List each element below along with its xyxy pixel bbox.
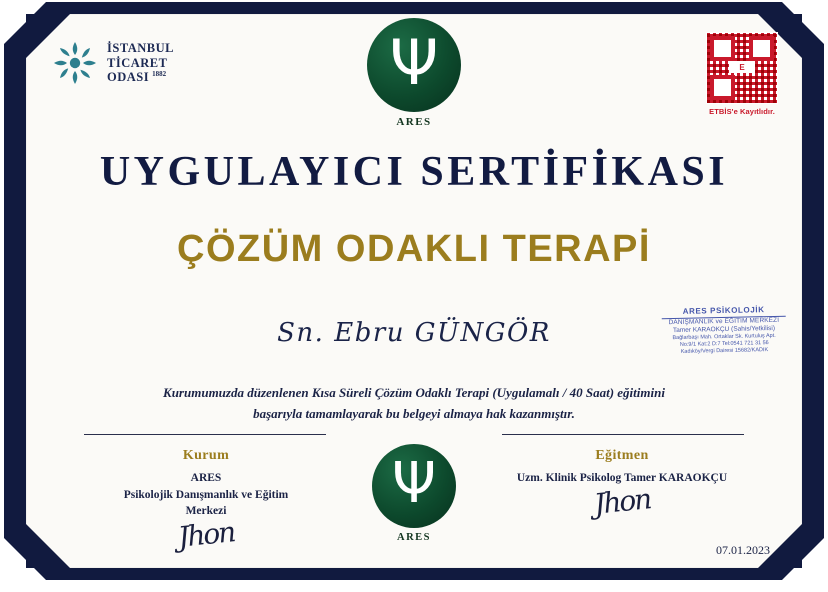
psi-badge-icon-bottom <box>372 444 456 528</box>
psi-symbol-bottom: Ψ <box>391 451 437 516</box>
signature-mark-institution: Jhon <box>176 515 236 554</box>
ito-logo-text <box>107 41 174 85</box>
qr-caption: ETBİS'e Kayıtlıdır. <box>709 107 775 116</box>
signature-block-trainer <box>472 448 772 521</box>
qr-finder-top-left <box>710 36 735 61</box>
ito-line-2: TİCARET <box>107 55 168 70</box>
signature-mark-trainer: Jhon <box>592 481 652 521</box>
stamp-line-5: No:9/1 Kat:2 D:7 Tel:0541 721 31 56 <box>679 340 769 349</box>
body-line-1: Kurumumuzda düzenlenen Kısa Süreli Çözüm Odaklı Terapi (Uygulamalı / 40 Saat) eğitimini <box>163 385 665 400</box>
institution-line-1: ARES <box>190 472 222 484</box>
official-stamp <box>662 305 787 356</box>
issue-date: 07.01.2023 <box>716 543 770 557</box>
qr-finder-top-right <box>749 36 774 61</box>
certificate-body <box>120 382 708 425</box>
ito-line-3: ODASI $^{1882}$ <box>107 70 167 85</box>
stamp-line-2: DANIŞMANLIK ve EĞİTİM MERKEZİ <box>668 316 780 327</box>
certificate-subtitle: ÇÖZÜM ODAKLI TERAPİ <box>177 228 651 270</box>
recipient-name: Sn. Ebru GÜNGÖR <box>277 318 551 348</box>
certificate-title: UYGULAYICI SERTİFİKASI <box>99 149 729 195</box>
institution-line-3: Merkezi <box>185 505 227 518</box>
ito-line-1: İSTANBUL <box>107 40 174 55</box>
psi-badge-icon <box>367 18 461 112</box>
ares-logo-top <box>367 18 461 128</box>
ares-label-top: ARES <box>396 116 432 128</box>
stamp-line-3: Tamer KARAOKÇU (Sahis/Yetkilisi) <box>672 325 776 335</box>
ares-label-bottom: ARES <box>396 532 431 543</box>
institution-line-2: Psikolojik Danışmanlık ve Eğitim <box>123 488 289 501</box>
signature-block-institution <box>56 448 356 554</box>
signature-title-trainer: Eğitmen <box>595 448 649 463</box>
body-line-2: başarıyla tamamlayarak bu belgeyi almaya hak kazanmıştır. <box>253 406 575 422</box>
qr-block <box>706 32 778 116</box>
qr-center-mark: E <box>729 61 755 73</box>
ito-logo <box>52 40 174 86</box>
ares-logo-bottom <box>372 444 456 543</box>
stamp-line-4: Bağlarbaşı Mah. Ortaklar Sk. Kurtuluş Apt. <box>672 333 776 342</box>
signature-details-institution <box>56 470 356 520</box>
divider-right <box>502 434 744 435</box>
ito-year: 1882 <box>152 70 167 79</box>
trainer-line-1: Uzm. Klinik Psikolog Tamer KARAOKÇU <box>516 472 728 484</box>
psi-symbol: Ψ <box>389 26 439 99</box>
qr-finder-bottom-left <box>710 75 735 100</box>
ito-emblem-icon <box>52 40 98 86</box>
stamp-line-6: Kadıköy/Vergi Dairesi 15682/KADIK <box>680 347 769 355</box>
qr-code-icon[interactable] <box>706 32 778 104</box>
stamp-line-1: ARES PSİKOLOJİK <box>662 305 786 320</box>
divider-left <box>84 434 326 435</box>
signature-title-institution: Kurum <box>182 448 230 463</box>
